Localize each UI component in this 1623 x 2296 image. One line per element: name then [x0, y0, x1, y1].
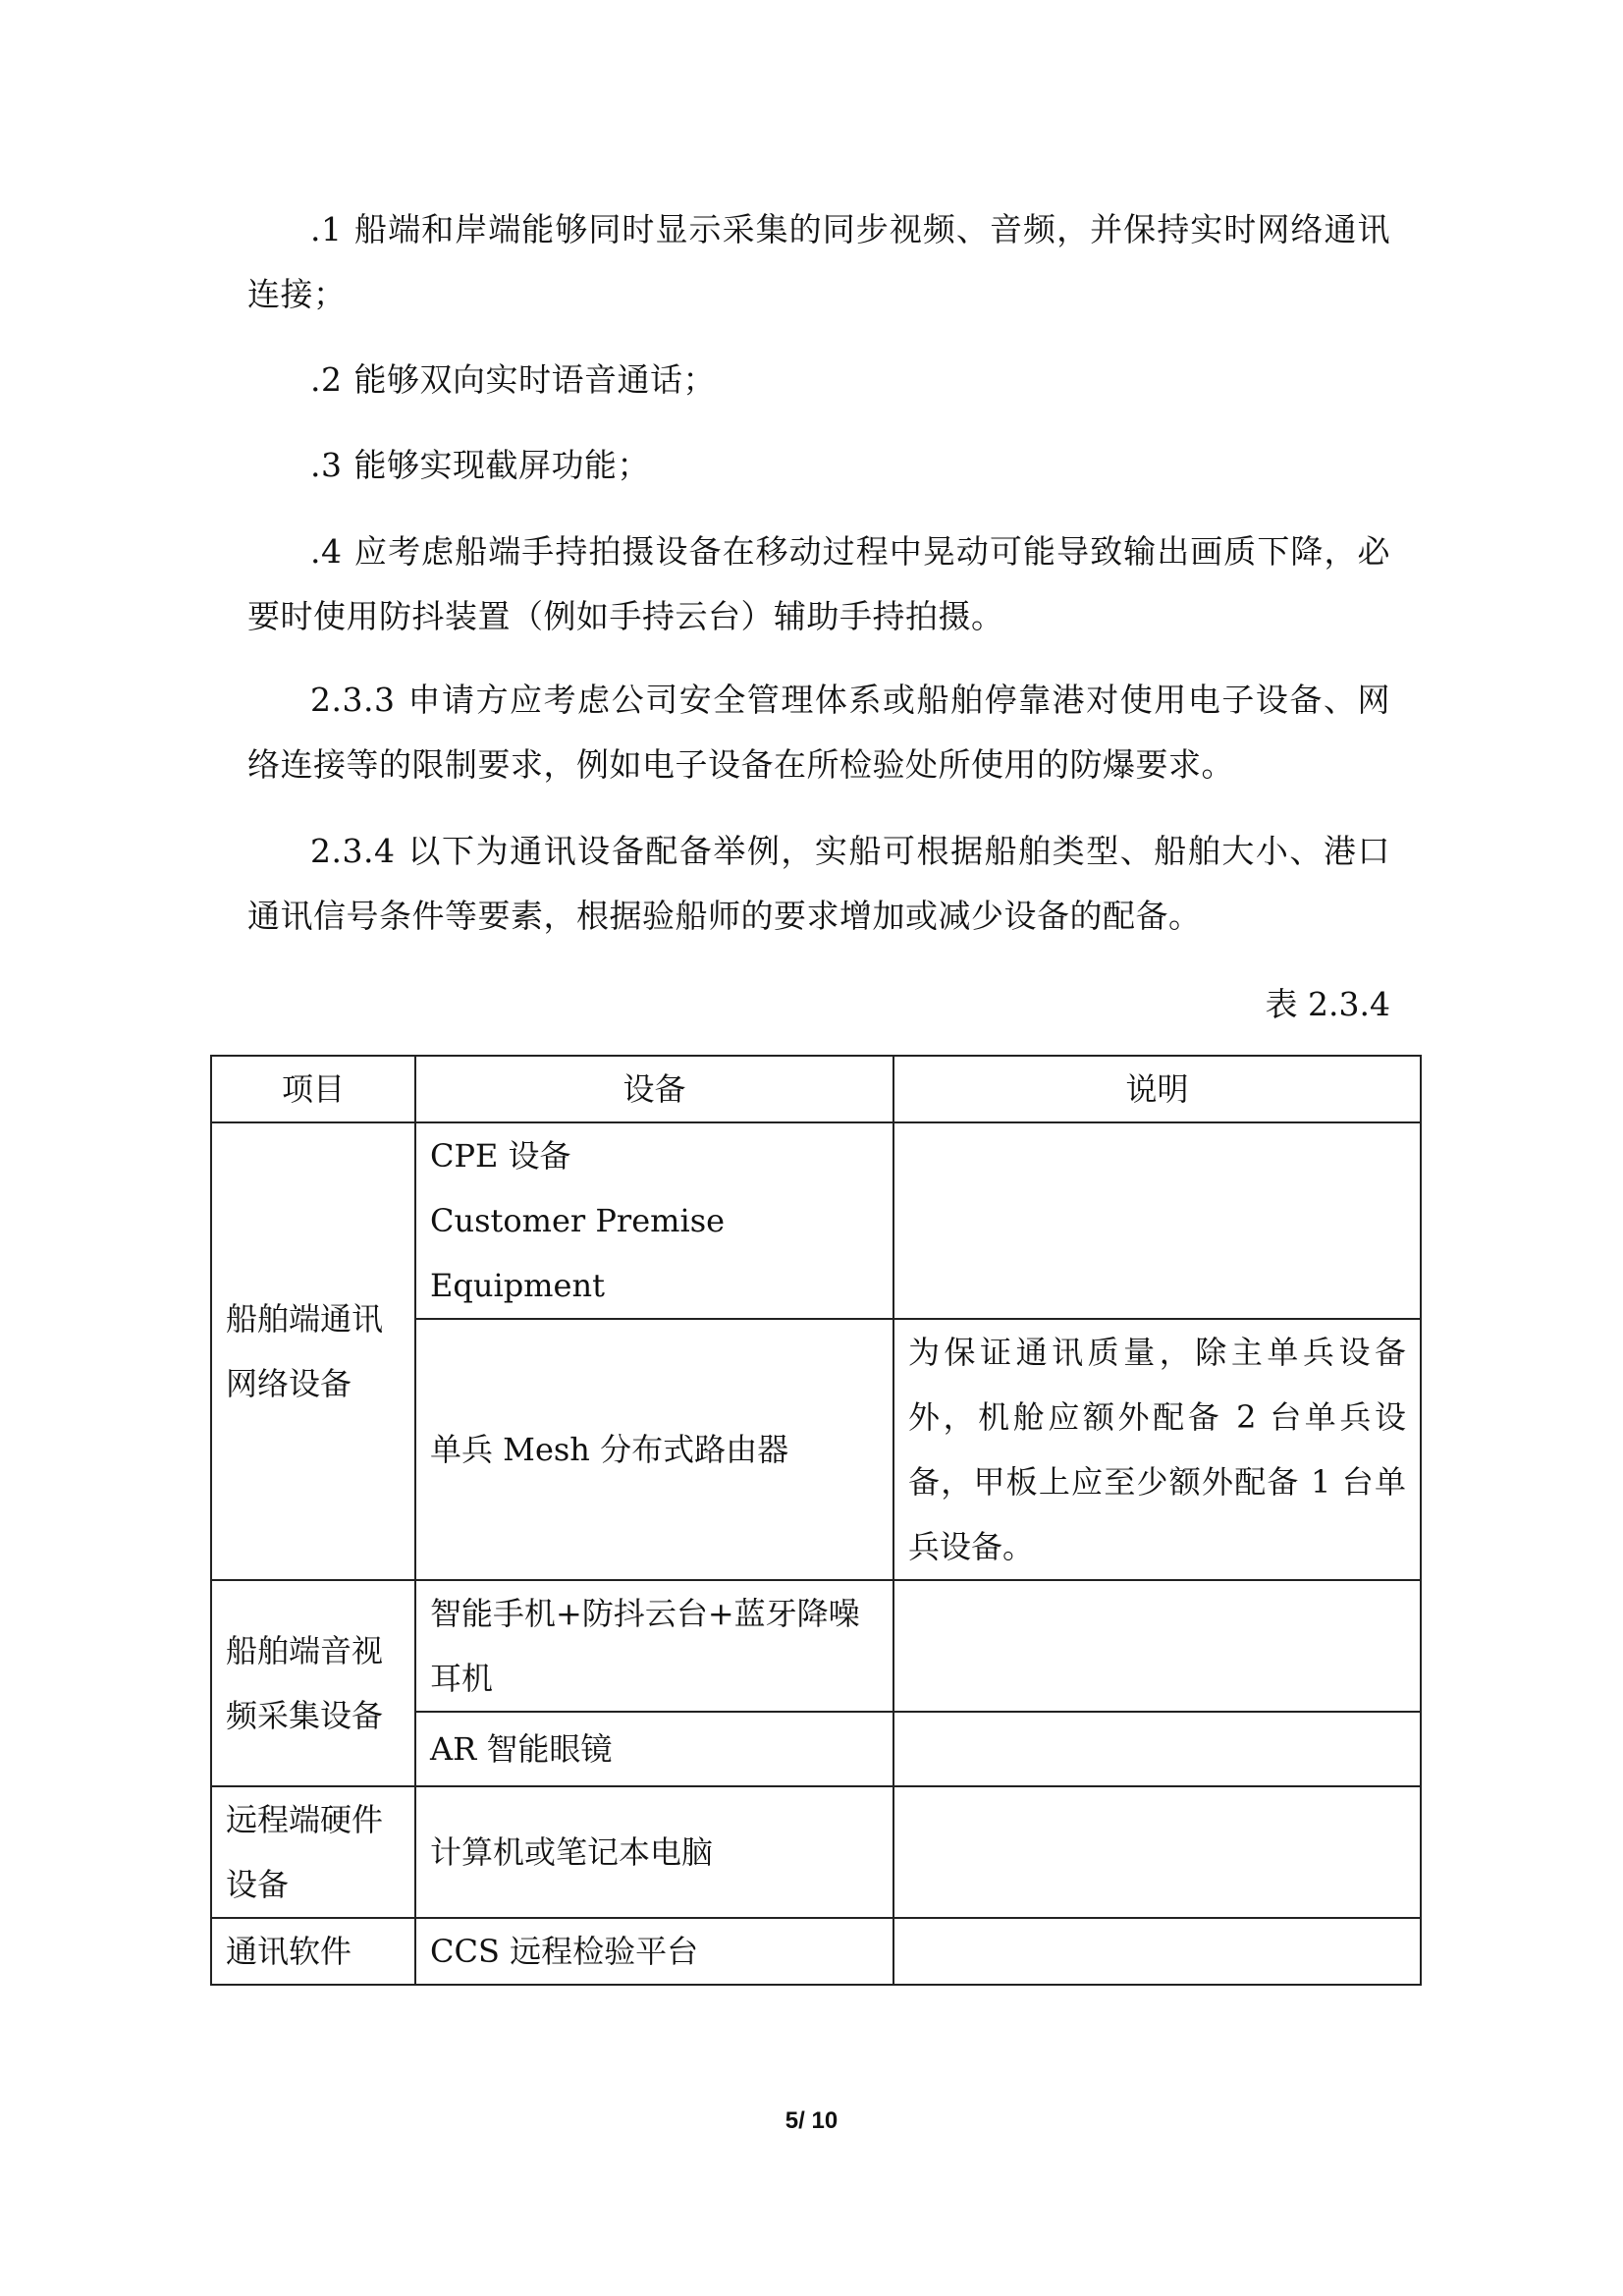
paragraph-number: .2: [310, 360, 343, 399]
paragraph-text: 船端和岸端能够同时显示采集的同步视频、音频，并保持实时网络通讯连接；: [247, 210, 1390, 313]
device-cell: [415, 1122, 893, 1319]
paragraph-1: [247, 197, 1390, 327]
paragraph-number: .4: [310, 532, 343, 571]
device-cell: CCS 远程检验平台: [415, 1918, 893, 1985]
paragraph-text: 能够双向实时语音通话；: [353, 360, 716, 399]
item-cell: 远程端硬件设备: [211, 1786, 415, 1918]
paragraph-2-3-4: [247, 819, 1390, 949]
header-device: 设备: [415, 1056, 893, 1122]
paragraph-2: [247, 348, 1390, 412]
note-cell: [893, 1918, 1421, 1985]
header-note: 说明: [893, 1056, 1421, 1122]
page-number: 5/ 10: [784, 2107, 839, 2134]
paragraph-number: .3: [310, 446, 343, 484]
note-cell: [893, 1580, 1421, 1712]
device-cell: 单兵 Mesh 分布式路由器: [415, 1319, 893, 1580]
paragraph-2-3-3: [247, 668, 1390, 797]
device-english-name: Customer Premise Equipment: [430, 1202, 726, 1304]
device-name: CPE 设备: [430, 1137, 571, 1175]
note-cell: [893, 1122, 1421, 1319]
paragraph-text: 应考虑船端手持拍摄设备在移动过程中晃动可能导致输出画质下降，必要时使用防抖装置（例如手持云台）辅助手持拍摄。: [247, 532, 1390, 635]
paragraph-4: [247, 519, 1390, 649]
note-cell: [893, 1786, 1421, 1918]
paragraph-number: 2.3.3: [310, 681, 396, 719]
table-row: [211, 1918, 1421, 1985]
table-row: [211, 1580, 1421, 1712]
paragraph-number: .1: [310, 210, 343, 248]
item-cell: 船舶端通讯网络设备: [211, 1122, 415, 1580]
item-cell: 船舶端音视频采集设备: [211, 1580, 415, 1786]
note-cell: 为保证通讯质量，除主单兵设备外，机舱应额外配备 2 台单兵设备，甲板上应至少额外配备 1 台单兵设备。: [893, 1319, 1421, 1580]
device-cell: 计算机或笔记本电脑: [415, 1786, 893, 1918]
device-cell: 智能手机+防抖云台+蓝牙降噪耳机: [415, 1580, 893, 1712]
table-caption: 表 2.3.4: [1265, 985, 1390, 1023]
item-cell: 通讯软件: [211, 1918, 415, 1985]
note-cell: [893, 1712, 1421, 1786]
paragraph-3: [247, 433, 1390, 498]
paragraph-text: 申请方应考虑公司安全管理体系或船舶停靠港对使用电子设备、网络连接等的限制要求，例如电子设备在所检验处所使用的防爆要求。: [247, 681, 1390, 784]
table-row: [211, 1122, 1421, 1319]
paragraph-text: 能够实现截屏功能；: [353, 446, 650, 484]
header-item: 项目: [211, 1056, 415, 1122]
table-row: [211, 1786, 1421, 1918]
device-cell: AR 智能眼镜: [415, 1712, 893, 1786]
table-header-row: [211, 1056, 1421, 1122]
equipment-table: [210, 1055, 1422, 1986]
paragraph-text: 以下为通讯设备配备举例，实船可根据船舶类型、船舶大小、港口通讯信号条件等要素，根据验船师的要求增加或减少设备的配备。: [247, 832, 1390, 935]
paragraph-number: 2.3.4: [310, 832, 396, 870]
